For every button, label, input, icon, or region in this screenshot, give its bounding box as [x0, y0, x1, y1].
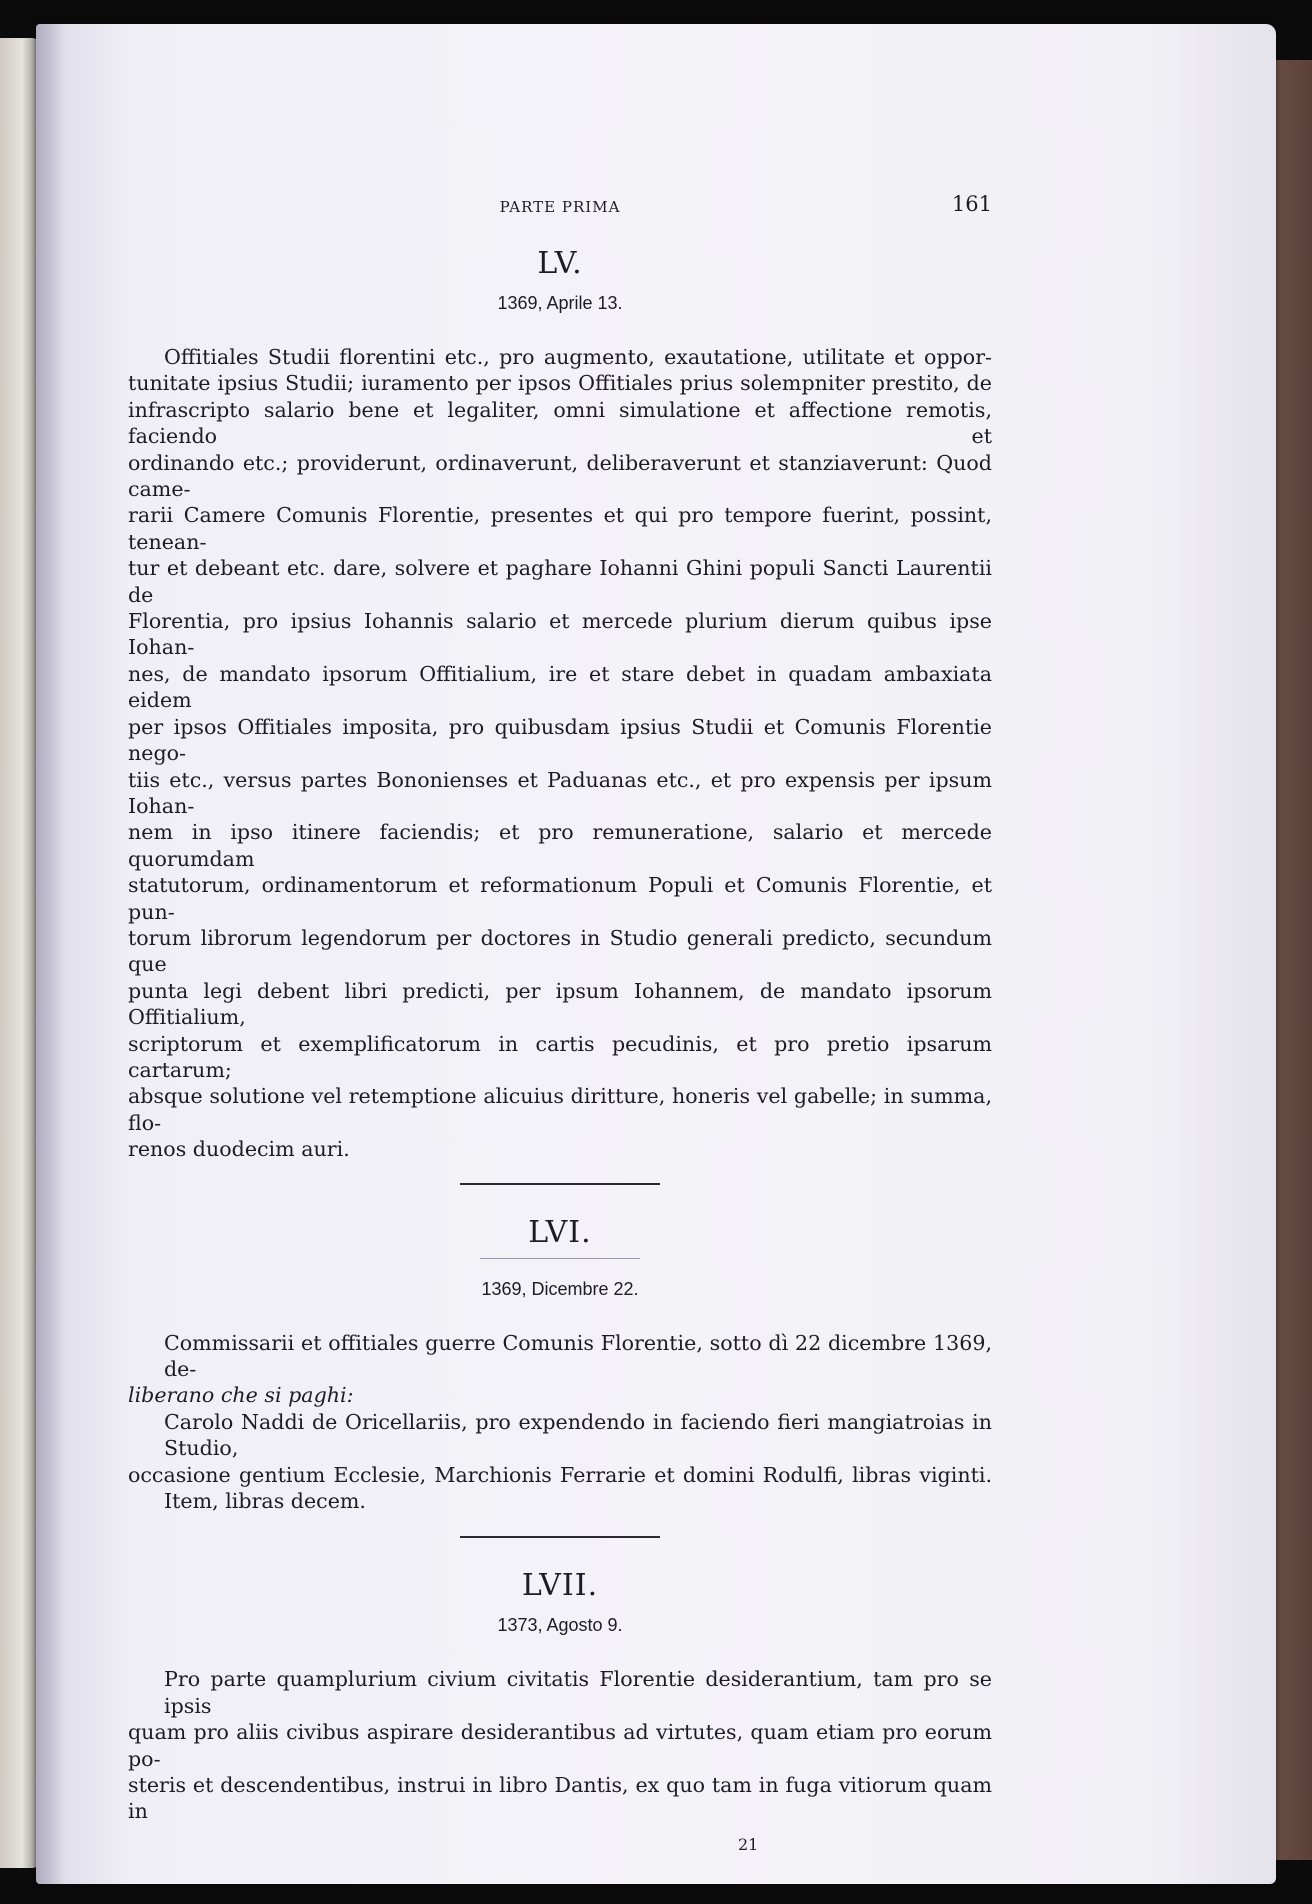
text-line: per ipsos Offitiales imposita, pro quibusdam ipsius Studii et Comunis Florentie nego- — [128, 714, 992, 766]
text-line: ordinando etc.; providerunt, ordinaverunt, deliberaverunt et stanziaverunt: Quod came- — [128, 450, 992, 502]
facing-page-edge — [0, 38, 40, 1868]
text-line: tunitate ipsius Studii; iuramento per ipsos Offitiales prius solempniter prestito, de — [128, 371, 992, 396]
section-date: 1373, Agosto 9. — [497, 1615, 623, 1636]
section-divider — [460, 1183, 660, 1185]
text-line: statutorum, ordinamentorum et reformationum Populi et Comunis Florentie, et pun- — [128, 873, 992, 924]
text-line: Commissarii et offitiales guerre Comunis Florentie, sotto dì 22 dicembre 1369, de- — [164, 1330, 992, 1381]
section-body — [128, 1666, 992, 1824]
text-line: steris et descendentibus, instrui in libro Dantis, ex quo tam in fuga vitiorum quam in — [128, 1773, 992, 1824]
section-number: LVII. — [521, 1568, 599, 1604]
text-line: renos duodecim auri. — [128, 1137, 350, 1162]
section-date: 1369, Dicembre 22. — [481, 1278, 639, 1299]
page-number: 161 — [951, 192, 992, 216]
text-line: absque solutione vel retemptione alicuius diritture, honeris vel gabelle; in summa, flo- — [128, 1084, 992, 1135]
text-line: liberano che si paghi: — [128, 1383, 354, 1408]
running-title: PARTE PRIMA — [499, 198, 621, 216]
book-page — [36, 24, 1276, 1884]
section-body — [128, 344, 992, 1163]
text-line: quam pro aliis civibus aspirare desiderantibus ad virtutes, quam etiam pro eorum po- — [128, 1720, 992, 1771]
text-line: Florentia, pro ipsius Iohannis salario et mercede plurium dierum quibus ipse Iohan- — [128, 609, 992, 660]
text-line: nem in ipso itinere faciendis; et pro remuneratione, salario et mercede quorumdam — [128, 820, 992, 871]
text-line: tiis etc., versus partes Bononienses et Paduanas etc., et pro expensis per ipsum Iohan- — [128, 767, 992, 818]
page-content — [128, 174, 992, 1854]
text-line: occasione gentium Ecclesie, Marchionis Ferrarie et domini Rodulfi, libras viginti. — [128, 1462, 992, 1487]
text-line: punta legi debent libri predicti, per ipsum Iohannem, de mandato ipsorum Offitialium, — [128, 978, 992, 1030]
signature-mark: 21 — [738, 1834, 759, 1854]
text-line: Offitiales Studii florentini etc., pro augmento, exautatione, utilitate et oppor- — [164, 345, 992, 369]
section-body — [128, 1330, 992, 1515]
section-number: LVI. — [528, 1214, 592, 1250]
running-head — [128, 174, 992, 216]
text-line: rarii Camere Comunis Florentie, presentes et qui pro tempore fuerint, possint, tenean- — [128, 503, 992, 554]
text-line: Carolo Naddi de Oricellariis, pro expendendo in faciendo fieri mangiatroias in Studio, — [164, 1409, 992, 1461]
text-line: tur et debeant etc. dare, solvere et paghare Iohanni Ghini populi Sancti Laurentii de — [128, 556, 992, 607]
text-line: scriptorum et exemplificatorum in cartis pecudinis, et pro pretio ipsarum cartarum; — [128, 1031, 992, 1082]
text-line: torum librorum legendorum per doctores in Studio generali predicto, secundum que — [128, 925, 992, 977]
text-line: infrascripto salario bene et legaliter, omni simulatione et affectione remotis, faciendo et — [128, 397, 992, 449]
section-divider — [460, 1536, 660, 1538]
text-line: Pro parte quamplurium civium civitatis Florentie desiderantium, tam pro se ipsis — [164, 1667, 992, 1718]
section-date: 1369, Aprile 13. — [497, 293, 623, 313]
section-number: LV. — [537, 246, 583, 281]
text-line: nes, de mandato ipsorum Offitialium, ire et stare debet in quadam ambaxiata eidem — [128, 661, 992, 713]
title-rule — [480, 1258, 640, 1259]
text-line: Item, libras decem. — [164, 1489, 366, 1514]
